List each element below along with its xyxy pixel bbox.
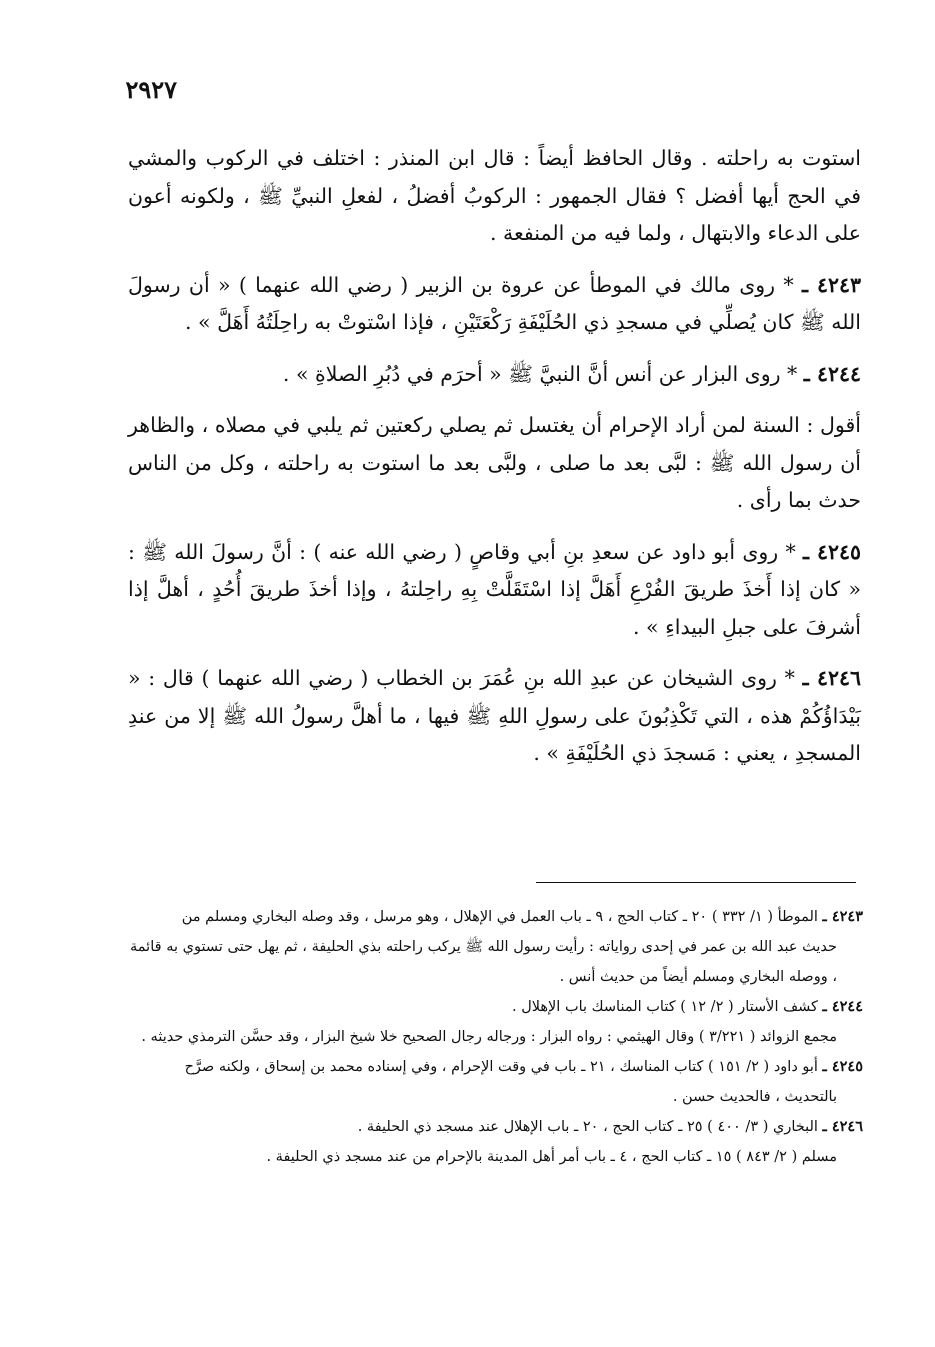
footnote-number: ٤٢٤٥ ـ (822, 1058, 863, 1075)
hadith-text: * روى مالك في الموطأ عن عروة بن الزبير ( رضي الله عنهما ) « أن رسولَ الله ﷺ كان يُصلِّي في مسجدِ ذي الحُلَيْفَةِ رَكْعَتَيْنِ ، فإذا اسْتوتْ به راحِلَتُهُ أَهَلَّ » . (128, 272, 861, 334)
footnote-4243 (130, 902, 863, 932)
footnote-text: أبو داود ( ٢/ ١٥١ ) كتاب المناسك ، ٢١ ـ باب في وقت الإحرام ، وفي إسناده محمد بن إسحاق ، ولكنه صرَّح (184, 1059, 818, 1075)
footnote-4245 (130, 1052, 863, 1082)
footnote-text: الموطأ ( ١/ ٣٣٢ ) ٢٠ ـ كتاب الحج ، ٩ ـ باب العمل في الإهلال ، وهو مرسل ، وقد وصله البخاري ومسلم من (181, 909, 818, 925)
footnote-4244 (130, 992, 863, 1022)
footnote-4246 (130, 1112, 863, 1142)
page-number: ٢٩٢٧ (125, 75, 177, 104)
hadith-4245 (128, 534, 861, 647)
hadith-4246 (128, 660, 861, 773)
footnote-continuation: مسلم ( ٢/ ٨٤٣ ) ١٥ ـ كتاب الحج ، ٤ ـ باب أمر أهل المدينة بالإحرام من عند مسجد ذي الحليفة . (266, 1149, 837, 1165)
footnote-text: كشف الأستار ( ٢/ ١٢ ) كتاب المناسك باب الإهلال . (511, 999, 818, 1015)
hadith-number: ٤٢٤٦ ـ (802, 666, 861, 690)
footnote-number: ٤٢٤٤ ـ (822, 998, 863, 1015)
footnote-number: ٤٢٤٦ ـ (822, 1118, 863, 1135)
hadith-4243 (128, 267, 861, 342)
footnote-divider (536, 882, 856, 883)
footnote-continuation: مجمع الزوائد ( ٣/٢٢١ ) وقال الهيثمي : رواه البزار : ورجاله رجال الصحيح خلا شيخ البزار ، وقد حسَّن الترمذي حديثه . (141, 1029, 837, 1045)
footnote-number: ٤٢٤٣ ـ (822, 908, 863, 925)
main-text (128, 140, 861, 773)
footnote-text: البخاري ( ٣/ ٤٠٠ ) ٢٥ ـ كتاب الحج ، ٢٠ ـ باب الإهلال عند مسجد ذي الحليفة . (357, 1119, 818, 1135)
footnote-continuation: بالتحديث ، فالحديث حسن . (672, 1089, 837, 1105)
hadith-4244 (128, 356, 861, 394)
hadith-number: ٤٢٤٤ ـ (803, 361, 861, 386)
author-comment: أقول : السنة لمن أراد الإحرام أن يغتسل ثم يصلي ركعتين ثم يلبي في مصلاه ، والظاهر أن رسول الله ﷺ : لبَّى بعد ما صلى ، ولبَّى بعد ما استوت به راحلته ، وكل من الناس حدث بما رأى . (128, 413, 861, 512)
hadith-text: * روى أبو داود عن سعدِ بنِ أبي وقاصٍ ( رضي الله عنه ) : أنَّ رسولَ الله ﷺ : « كان إذا أَخذَ طريقَ الفُرْعِ أَهَلَّ إذا اسْتَقَلَّتْ بِهِ راحِلتهُ ، وإذا أخذَ طريقَ أُحُدٍ ، أهلَّ إذا أشرفَ على جبلِ البيداءِ » . (128, 539, 861, 639)
hadith-number: ٤٢٤٣ ـ (801, 272, 861, 297)
footnotes (130, 902, 863, 1172)
hadith-text: * روى الشيخان عن عبدِ الله بنِ عُمَرَ بن الخطاب ( رضي الله عنهما ) قال : « بَيْدَاؤُكُمْ هذه ، التي تَكْذِبُونَ على رسولِ اللهِ ﷺ فيها ، ما أهلَّ رسولُ الله ﷺ إلا من عندِ المسجدِ ، يعني : مَسجدَ ذي الحُلَيْفَةِ » . (128, 666, 861, 765)
paragraph-continuation: استوت به راحلته . وقال الحافظ أيضاً : قال ابن المنذر : اختلف في الركوب والمشي في الحج أيها أفضل ؟ فقال الجمهور : الركوبُ أفضلُ ، لفعلِ النبيِّ ﷺ ، ولكونه أعون على الدعاء والابتهال ، ولما فيه من المنفعة . (128, 146, 861, 245)
hadith-text: * روى البزار عن أنس أنَّ النبيَّ ﷺ « أحرَم في دُبُرِ الصلاةِ » . (282, 361, 798, 386)
hadith-number: ٤٢٤٥ ـ (803, 539, 861, 564)
footnote-continuation: حديث عبد الله بن عمر في إحدى رواياته : رأيت رسول الله ﷺ يركب راحلته بذي الحليفة ، ثم يهل حتى تستوي به قائمة ، ووصله البخاري ومسلم أيضاً من حديث أنس . (130, 939, 837, 985)
